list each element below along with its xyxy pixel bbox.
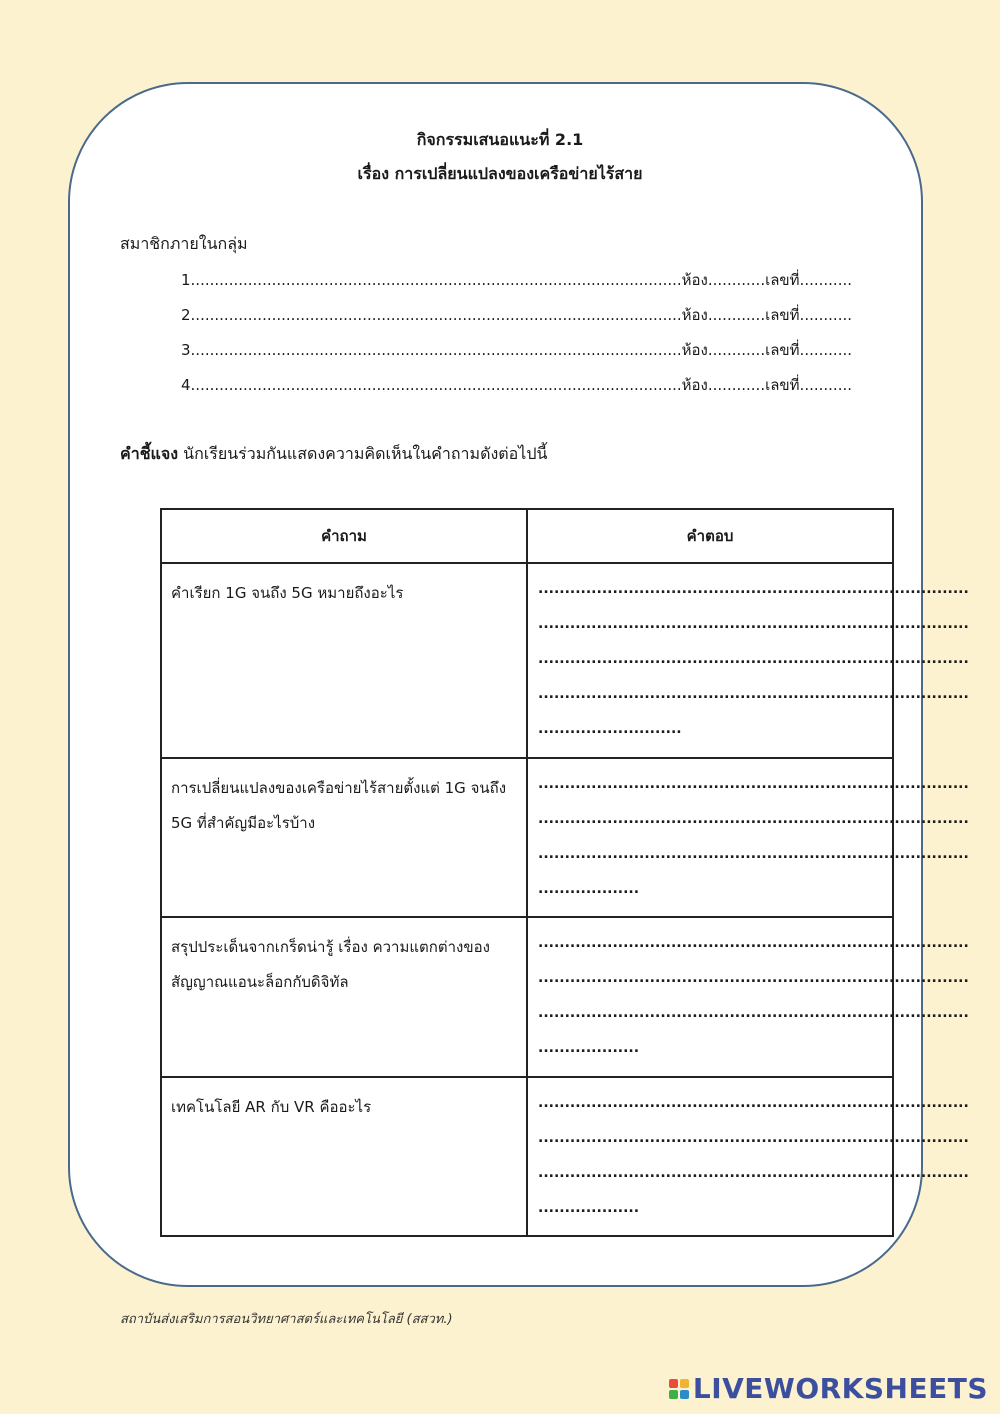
answer-line[interactable]: ................................................................................. bbox=[538, 616, 969, 632]
answer-cell[interactable] bbox=[527, 758, 969, 917]
answer-line[interactable]: ................................................................................. bbox=[538, 935, 969, 951]
answer-line[interactable]: ................... bbox=[538, 1040, 640, 1056]
answer-line[interactable]: ................................................................................. bbox=[538, 1130, 969, 1146]
activity-title: กิจกรรมเสนอแนะที่ 2.1 bbox=[416, 130, 584, 149]
table-row bbox=[161, 1077, 893, 1236]
answer-line[interactable]: ................................................................................. bbox=[538, 970, 969, 986]
answer-line[interactable]: ........................... bbox=[538, 721, 682, 737]
answer-cell[interactable] bbox=[527, 1077, 969, 1236]
table-header-row bbox=[161, 509, 893, 563]
member-line-2[interactable]: 2.......................................................................................................ห้อง............เลขที่........... bbox=[181, 306, 853, 324]
question-answer-table bbox=[160, 508, 969, 1237]
table-row bbox=[161, 563, 893, 758]
instruction bbox=[120, 442, 547, 467]
table-row bbox=[161, 917, 893, 1077]
liveworksheets-logo-icon bbox=[669, 1379, 689, 1399]
brand-name: LIVEWORKSHEETS bbox=[692, 1372, 988, 1405]
answer-cell[interactable] bbox=[527, 917, 969, 1077]
footer-credit: สถาบันส่งเสริมการสอนวิทยาศาสตร์และเทคโนโลยี (สสวท.) bbox=[120, 1312, 453, 1327]
answer-line[interactable]: ................................................................................. bbox=[538, 811, 969, 827]
answer-line[interactable]: ................... bbox=[538, 881, 640, 897]
members-label: สมาชิกภายในกลุ่ม bbox=[120, 234, 248, 253]
answer-line[interactable]: ................................................................................. bbox=[538, 686, 969, 702]
column-header-question: คำถาม bbox=[161, 509, 527, 563]
question-cell: คำเรียก 1G จนถึง 5G หมายถึงอะไร bbox=[161, 563, 527, 758]
logo-square-icon bbox=[680, 1379, 689, 1388]
member-line-4[interactable]: 4.......................................................................................................ห้อง............เลขที่........... bbox=[181, 376, 853, 394]
brand-logo bbox=[669, 1372, 988, 1405]
member-line-3[interactable]: 3.......................................................................................................ห้อง............เลขที่........... bbox=[181, 341, 853, 359]
answer-line[interactable]: ................................................................................. bbox=[538, 846, 969, 862]
question-cell: สรุปประเด็นจากเกร็ดน่ารู้ เรื่อง ความแตกต่างของสัญญาณแอนะล็อกกับดิจิทัล bbox=[161, 917, 527, 1077]
member-line-1[interactable]: 1.......................................................................................................ห้อง............เลขที่........... bbox=[181, 271, 853, 289]
column-header-answer: คำตอบ bbox=[527, 509, 893, 563]
answer-line[interactable]: ................................................................................. bbox=[538, 1005, 969, 1021]
instruction-text: นักเรียนร่วมกันแสดงความคิดเห็นในคำถามดังต่อไปนี้ bbox=[178, 444, 548, 463]
logo-square-icon bbox=[669, 1379, 678, 1388]
logo-square-icon bbox=[680, 1390, 689, 1399]
table-row bbox=[161, 758, 893, 917]
topic-title: เรื่อง การเปลี่ยนแปลงของเครือข่ายไร้สาย bbox=[357, 164, 643, 183]
answer-line[interactable]: ................................................................................. bbox=[538, 1095, 969, 1111]
answer-cell[interactable] bbox=[527, 563, 969, 758]
answer-line[interactable]: ................................................................................. bbox=[538, 581, 969, 597]
answer-line[interactable]: ................................................................................. bbox=[538, 776, 969, 792]
answer-line[interactable]: ................................................................................. bbox=[538, 651, 969, 667]
answer-line[interactable]: ................................................................................. bbox=[538, 1165, 969, 1181]
logo-square-icon bbox=[669, 1390, 678, 1399]
question-cell: การเปลี่ยนแปลงของเครือข่ายไร้สายตั้งแต่ 1G จนถึง 5G ที่สำคัญมีอะไรบ้าง bbox=[161, 758, 527, 917]
answer-line[interactable]: ................... bbox=[538, 1200, 640, 1216]
question-cell: เทคโนโลยี AR กับ VR คืออะไร bbox=[161, 1077, 527, 1236]
instruction-label: คำชี้แจง bbox=[120, 444, 179, 463]
